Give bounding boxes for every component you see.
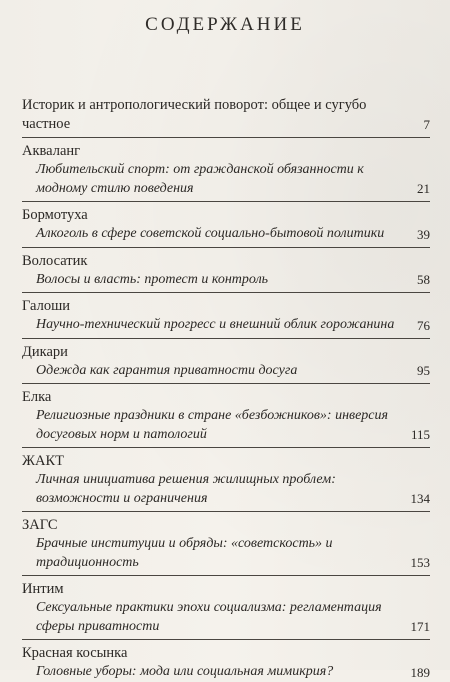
toc-page-number: 115 <box>410 427 430 442</box>
toc-entry-heading: Красная косынка <box>22 645 128 661</box>
toc-entry-heading: ЖАКТ <box>22 453 64 469</box>
toc-page-number: 95 <box>417 363 430 378</box>
toc-page-number: 134 <box>410 491 430 506</box>
toc-entry-subtitle: Любительский спорт: от гражданской обязанности к модному стилю поведения <box>36 162 364 196</box>
toc-entry-subtitle: Волосы и власть: протест и контроль <box>36 271 269 287</box>
toc-entry-subtitle: Научно-технический прогресс и внешний облик горожанина <box>36 317 395 332</box>
table-of-contents <box>22 96 430 682</box>
toc-entry <box>22 388 430 448</box>
divider <box>22 447 430 448</box>
divider <box>22 247 430 248</box>
toc-entry <box>22 297 430 339</box>
toc-page-number: 7 <box>423 117 430 132</box>
divider <box>22 383 430 384</box>
toc-entry-subtitle: Одежда как гарантия приватности досуга <box>36 362 298 378</box>
toc-entry <box>22 452 430 512</box>
toc-entry-subtitle: Головные уборы: мода или социальная мимикрия? <box>36 664 334 679</box>
toc-entry <box>22 516 430 576</box>
toc-entry-heading: Галоши <box>22 298 70 314</box>
toc-entry-subtitle: Алкоголь в сфере советской социально-бытовой политики <box>36 226 385 241</box>
toc-entry-heading: ЗАГС <box>22 517 58 533</box>
divider <box>22 137 430 138</box>
toc-entry-title: Историк и антропологический поворот: общее и сугубо частное <box>22 97 367 132</box>
toc-entry-subtitle: Личная инициатива решения жилищных проблем: возможности и ограничения <box>36 472 336 506</box>
toc-entry-heading: Елка <box>22 389 52 405</box>
toc-entry-heading: Интим <box>22 581 64 597</box>
toc-entry <box>22 580 430 640</box>
toc-page-number: 76 <box>417 317 430 333</box>
toc-page-number: 189 <box>410 664 430 680</box>
toc-entry-heading: Дикари <box>22 343 68 360</box>
divider <box>22 201 430 202</box>
toc-entry-heading: Волосатик <box>22 252 88 269</box>
toc-page-number: 39 <box>417 226 430 242</box>
toc-entry-subtitle: Сексуальные практики эпохи социализма: регламентация сферы приватности <box>36 600 382 634</box>
toc-page-number: 171 <box>410 619 430 634</box>
divider <box>22 338 430 339</box>
divider <box>22 511 430 512</box>
page-title: СОДЕРЖАНИЕ <box>145 14 305 35</box>
toc-page-number: 153 <box>410 555 430 570</box>
toc-entry <box>22 96 430 138</box>
toc-entry <box>22 206 430 248</box>
toc-entry <box>22 252 430 294</box>
toc-entry <box>22 142 430 202</box>
toc-entry-subtitle: Брачные институции и обряды: «советскость» и традиционность <box>36 536 333 570</box>
toc-entry-heading: Акваланг <box>22 143 81 159</box>
toc-page-number: 21 <box>417 181 430 196</box>
toc-entry-subtitle: Религиозные праздники в стране «безбожников»: инверсия досуговых норм и патологий <box>36 408 389 442</box>
divider <box>22 639 430 640</box>
divider <box>22 292 430 293</box>
divider <box>22 575 430 576</box>
toc-entry <box>22 644 430 682</box>
toc-entry <box>22 343 430 385</box>
toc-entry-heading: Бормотуха <box>22 207 88 223</box>
toc-page-number: 58 <box>417 272 430 287</box>
